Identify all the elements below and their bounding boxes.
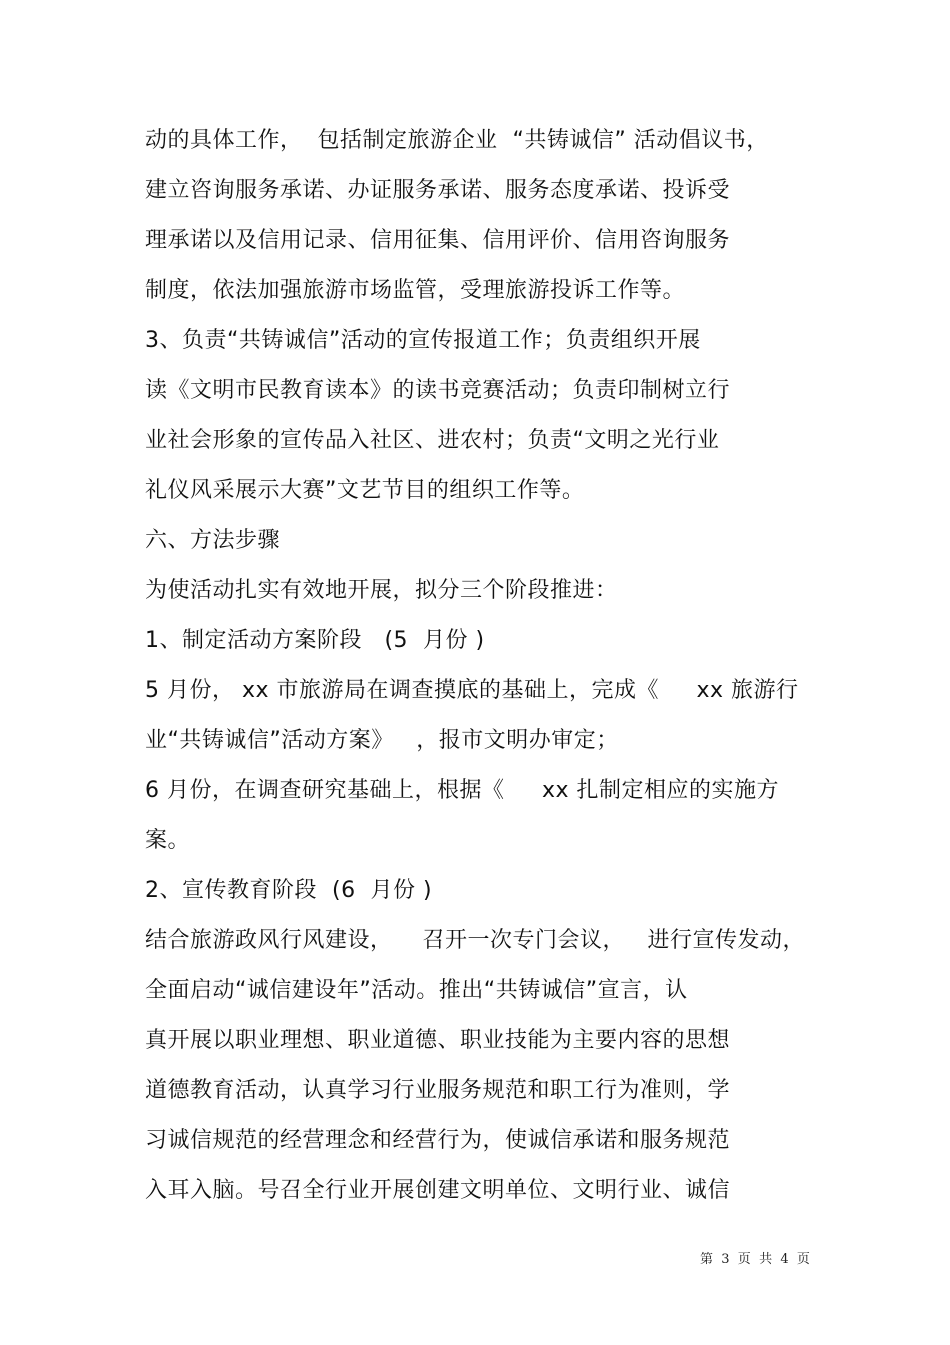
text-line: 道德教育活动，认真学习行业服务规范和职工行为准则，学 xyxy=(145,1078,731,1103)
text-line: 业社会形象的宣传品入社区、进农村；负责“文明之光行业 xyxy=(145,428,720,453)
step-heading: 2、宣传教育阶段 (6 月份 ) xyxy=(145,878,433,903)
text-line: 动的具体工作， 包括制定旅游企业 “共铸诚信” 活动倡议书， xyxy=(145,128,769,153)
text-line: 入耳入脑。号召全行业开展创建文明单位、文明行业、诚信 xyxy=(145,1178,731,1203)
section-heading: 六、方法步骤 xyxy=(145,528,281,553)
text-line: 理承诺以及信用记录、信用征集、信用评价、信用咨询服务 xyxy=(145,228,731,253)
text-line: 读《文明市民教育读本》的读书竞赛活动；负责印制树立行 xyxy=(145,378,731,403)
text-line: 5 月份， xx 市旅游局在调查摸底的基础上，完成《 xx 旅游行 xyxy=(145,678,799,703)
text-line: 制度，依法加强旅游市场监管，受理旅游投诉工作等。 xyxy=(145,278,686,303)
step-heading: 1、制定活动方案阶段 (5 月份 ) xyxy=(145,628,485,653)
text-line: 全面启动“诚信建设年”活动。推出“共铸诚信”宣言，认 xyxy=(145,978,688,1003)
page-number-footer: 第 3 页 共 4 页 xyxy=(700,1252,810,1267)
text-line: 礼仪风采展示大赛”文艺节目的组织工作等。 xyxy=(145,478,585,503)
text-line: 习诚信规范的经营理念和经营行为，使诚信承诺和服务规范 xyxy=(145,1128,731,1153)
text-line: 建立咨询服务承诺、办证服务承诺、服务态度承诺、投诉受 xyxy=(145,178,731,203)
text-line: 3、负责“共铸诚信”活动的宣传报道工作；负责组织开展 xyxy=(145,328,701,353)
text-line: 真开展以职业理想、职业道德、职业技能为主要内容的思想 xyxy=(145,1028,731,1053)
text-line: 案。 xyxy=(145,828,191,853)
text-line: 业“共铸诚信”活动方案》 ，报市文明办审定； xyxy=(145,728,619,753)
text-line: 结合旅游政风行风建设， 召开一次专门会议， 进行宣传发动， xyxy=(145,928,805,953)
text-line: 为使活动扎实有效地开展，拟分三个阶段推进： xyxy=(145,578,618,603)
text-line: 6 月份，在调查研究基础上，根据《 xx 扎制定相应的实施方 xyxy=(145,778,779,803)
